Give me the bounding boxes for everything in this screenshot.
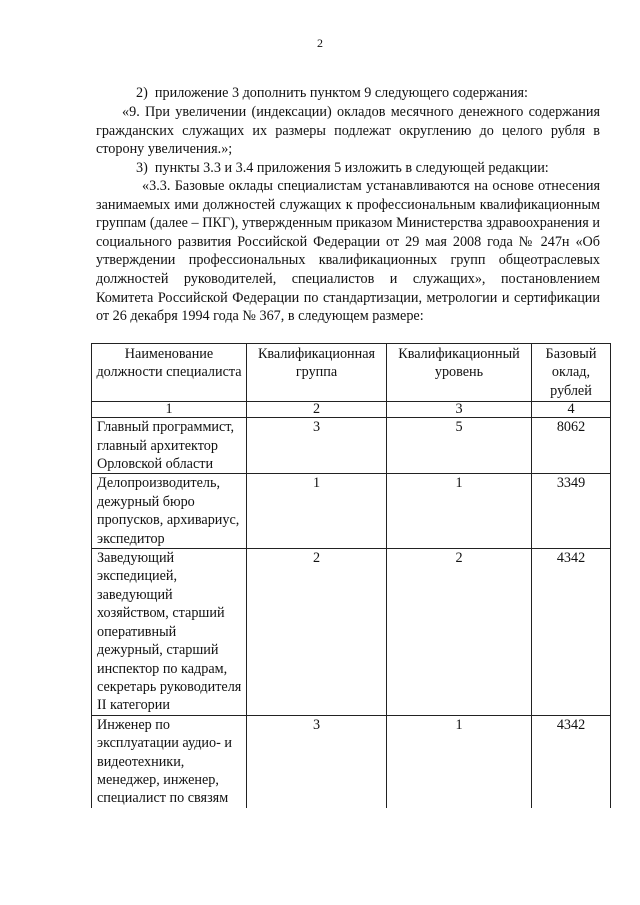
paragraph-point-9: «9. При увеличении (индексации) окладов месячного денежного содержания гражданских служащих их размеры подлежат округлению до целого рубля в сторону увеличения.»;: [96, 104, 600, 158]
level-cell: 1: [387, 715, 532, 808]
level-cell: 2: [387, 549, 532, 716]
table-row: [92, 474, 611, 549]
table-row: [92, 418, 611, 474]
position-name-cell: Инженер по эксплуатации аудио- и видеотехники, менеджер, инженер, специалист по связям: [92, 715, 247, 808]
group-cell: 3: [247, 418, 387, 474]
header-qualification-level: Квалификационный уровень: [387, 344, 532, 402]
column-number: 3: [387, 402, 532, 418]
column-number: 1: [92, 402, 247, 418]
salary-table: [91, 343, 611, 808]
paragraph-appendix-3-amendment: 2) приложение 3 дополнить пунктом 9 следующего содержания:: [136, 85, 528, 101]
column-number: 4: [532, 402, 611, 418]
salary-cell: 3349: [532, 474, 611, 549]
table-row: [92, 549, 611, 716]
paragraph-point-3-3: «3.3. Базовые оклады специалистам устанавливаются на основе отнесения занимаемых ими должностей служащих к профессиональным квалификационным группам (далее – ПКГ), утвержденным приказом Министерства здравоохранения и социального развития Российской Федерации от 29 мая 2008 года № 247н «Об утверждении профессиональных квалификационных групп общеотраслевых должностей руководителей, специалистов и служащих», постановлением Комитета Российской Федерации по стандартизации, метрологии и сертификации от 26 декабря 1994 года № 367, в следующем размере:: [96, 178, 600, 325]
salary-cell: 4342: [532, 715, 611, 808]
position-name-cell: Делопроизводитель, дежурный бюро пропусков, архивариус, экспедитор: [92, 474, 247, 549]
paragraph-points-3-3-3-4: 3) пункты 3.3 и 3.4 приложения 5 изложить в следующей редакции:: [136, 160, 549, 176]
header-base-salary: Базовый оклад, рублей: [532, 344, 611, 402]
header-qualification-group: Квалификационная группа: [247, 344, 387, 402]
column-number: 2: [247, 402, 387, 418]
table-row: [92, 715, 611, 808]
page-number: 2: [317, 36, 323, 50]
position-name-cell: Заведующий экспедицией, заведующий хозяйством, старший оперативный дежурный, старший инспектор по кадрам, секретарь руководителя II категории: [92, 549, 247, 716]
salary-cell: 8062: [532, 418, 611, 474]
level-cell: 5: [387, 418, 532, 474]
table-header-row: [92, 344, 611, 402]
column-numbers-row: [92, 402, 611, 418]
group-cell: 3: [247, 715, 387, 808]
level-cell: 1: [387, 474, 532, 549]
header-position-name: Наименование должности специалиста: [92, 344, 247, 402]
group-cell: 1: [247, 474, 387, 549]
salary-cell: 4342: [532, 549, 611, 716]
position-name-cell: Главный программист, главный архитектор Орловской области: [92, 418, 247, 474]
group-cell: 2: [247, 549, 387, 716]
